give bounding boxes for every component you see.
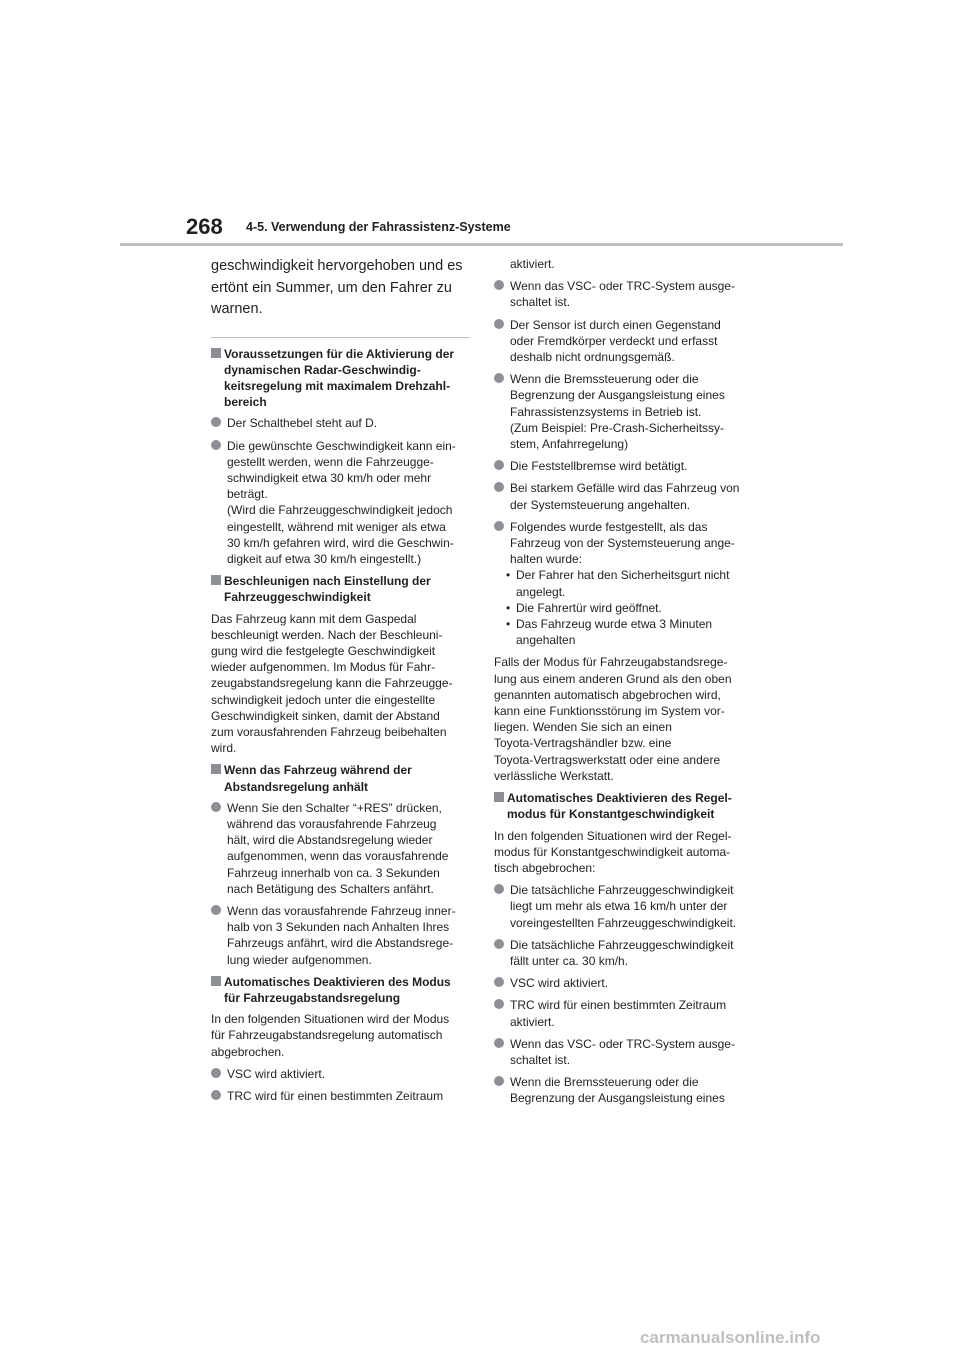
section-heading: [211, 573, 470, 605]
square-bullet-icon: [211, 575, 221, 585]
list-item: [494, 519, 752, 568]
round-bullet-icon: [494, 521, 504, 531]
list-item: [211, 903, 470, 968]
round-bullet-icon: [211, 1090, 221, 1100]
round-bullet-icon: [494, 280, 504, 290]
sub-list-item-text: Das Fahrzeug wurde etwa 3 Minuten angehalten: [516, 617, 713, 648]
section-divider: [211, 337, 470, 338]
list-item-text: Der Schalthebel steht auf D.: [227, 416, 378, 431]
page-number: 268: [186, 214, 223, 239]
section-heading: [211, 762, 470, 794]
round-bullet-icon: [211, 1068, 221, 1078]
round-bullet-icon: [494, 884, 504, 894]
heading-text: Wenn das Fahrzeug während der Abstandsregelung anhält: [224, 763, 412, 794]
heading-text: Voraussetzungen für die Aktivierung der dynamischen Radar-Geschwindig-keitsregelung mit maximalem Drehzahl-bereich: [224, 346, 455, 410]
sub-list-item-text: Die Fahrertür wird geöffnet.: [516, 600, 662, 615]
list-item-text: Die tatsächliche Fahrzeuggeschwindigkeit fällt unter ca. 30 km/h.: [510, 937, 734, 968]
list-item: [494, 480, 752, 512]
list-item-text: VSC wird aktiviert.: [510, 976, 609, 991]
list-item-text: Der Sensor ist durch einen Gegenstand oder Fremdkörper verdeckt und erfasst deshalb nicht ordnungsgemäß.: [510, 317, 721, 365]
list-item-text: Bei starkem Gefälle wird das Fahrzeug von der Systemsteuerung angehalten.: [510, 481, 740, 512]
list-item-text: Die tatsächliche Fahrzeuggeschwindigkeit liegt um mehr als etwa 16 km/h unter der voreingestellten Fahrzeuggeschwindigkeit.: [510, 883, 737, 930]
sub-bullet-marker: •: [506, 617, 511, 632]
round-bullet-icon: [494, 319, 504, 329]
list-item-text: Wenn Sie den Schalter “+RES” drücken, während das vorausfahrende Fahrzeug hält, wird die Abstandsregelung wieder aufgenommen, wenn das vorausfahrende Fahrzeug innerhalb von ca. 3 Sekunden nach Betätigung des Schalters anfährt.: [227, 800, 449, 896]
list-item-text: Wenn die Bremssteuerung oder die Begrenzung der Ausgangsleistung eines Fahrassistenzsystems in Betrieb ist. (Zum Beispiel: Pre-Crash-Sicherheitssy- stem, Anfahrregelung): [510, 372, 725, 452]
section-title: 4-5. Verwendung der Fahrassistenz-Systeme: [246, 220, 511, 234]
round-bullet-icon: [211, 440, 221, 450]
list-item: [494, 317, 752, 366]
round-bullet-icon: [494, 999, 504, 1009]
list-item-text: TRC wird für einen bestimmten Zeitraum aktiviert.: [510, 998, 727, 1029]
list-item: [494, 975, 752, 991]
list-item-text: Wenn das vorausfahrende Fahrzeug inner- halb von 3 Sekunden nach Anhalten Ihres Fahrzeugs anfährt, wird die Abstandsrege- lung wieder aufgenommen.: [227, 904, 456, 967]
heading-text: Automatisches Deaktivieren des Modus für Fahrzeugabstandsregelung: [224, 974, 451, 1006]
square-bullet-icon: [211, 764, 221, 774]
section-heading: [211, 346, 470, 411]
list-item: [494, 937, 752, 969]
heading-text: Beschleunigen nach Einstellung der Fahrzeuggeschwindigkeit: [224, 574, 431, 605]
round-bullet-icon: [211, 417, 221, 427]
list-item: [494, 997, 752, 1029]
list-item-text: Die Feststellbremse wird betätigt.: [510, 459, 688, 474]
list-item: [211, 800, 470, 897]
list-item-text: Wenn das VSC- oder TRC-System ausge- schaltet ist.: [510, 1036, 735, 1067]
header-rule: [120, 243, 843, 246]
sub-list-item-text: Der Fahrer hat den Sicherheitsgurt nicht angelegt.: [516, 568, 730, 599]
list-item: [211, 415, 470, 431]
list-item: [211, 1066, 470, 1082]
section-heading: [211, 974, 470, 1006]
round-bullet-icon: [494, 460, 504, 470]
sub-list-item: [506, 567, 752, 599]
square-bullet-icon: [211, 348, 221, 358]
round-bullet-icon: [211, 802, 221, 812]
list-item-text: Wenn das VSC- oder TRC-System ausge- schaltet ist.: [510, 279, 735, 310]
round-bullet-icon: [494, 939, 504, 949]
list-item-text: Wenn die Bremssteuerung oder die Begrenzung der Ausgangsleistung eines: [510, 1075, 725, 1106]
round-bullet-icon: [494, 373, 504, 383]
list-item: [494, 882, 752, 931]
sub-list-item: [506, 600, 752, 616]
continuation-text: geschwindigkeit hervorgehoben und es ertönt ein Summer, um den Fahrer zu warnen.: [211, 258, 463, 317]
list-item-text: Die gewünschte Geschwindigkeit kann ein- gestellt werden, wenn die Fahrzeugge- schwindigkeit etwa 30 km/h oder mehr beträgt. (Wird die Fahrzeuggeschwindigkeit jedoch eingestellt, während mit weniger als etwa 30 km/h gefahren wird, wird die Geschwin- digkeit auf etwa 30 km/h eingestellt.): [227, 438, 456, 566]
section-heading: [494, 790, 752, 822]
list-item: [494, 278, 752, 310]
list-item: [494, 1036, 752, 1068]
left-column: [211, 256, 470, 1110]
list-item: [494, 1074, 752, 1106]
list-item-text: TRC wird für einen bestimmten Zeitraum: [227, 1089, 444, 1104]
round-bullet-icon: [494, 1076, 504, 1086]
right-column: [494, 256, 752, 1113]
sub-list-item: [506, 616, 752, 648]
sub-bullet-marker: •: [506, 568, 511, 583]
round-bullet-icon: [494, 1038, 504, 1048]
square-bullet-icon: [211, 976, 221, 986]
site-watermark: carmanualsonline.info: [640, 1328, 821, 1347]
square-bullet-icon: [494, 792, 504, 802]
paragraph: In den folgenden Situationen wird der Modus für Fahrzeugabstandsregelung automatisch abgebrochen.: [211, 1012, 450, 1059]
sub-bullet-marker: •: [506, 600, 511, 615]
round-bullet-icon: [211, 905, 221, 915]
round-bullet-icon: [494, 482, 504, 492]
list-item-text: Folgendes wurde festgestellt, als das Fahrzeug von der Systemsteuerung ange- halten wurde:: [510, 519, 735, 567]
round-bullet-icon: [494, 977, 504, 987]
paragraph: Das Fahrzeug kann mit dem Gaspedal beschleunigt werden. Nach der Beschleuni- gung wird die festgelegte Geschwindigkeit wieder aufgenommen. Im Modus für Fahr- zeugabstandsregelung kann die Fahrzeugge- schwindigkeit jedoch unter die eingestellte Geschwindigkeit sinken, damit der Abstand zum vorausfahrenden Fahrzeug beibehalten wird.: [211, 611, 453, 756]
paragraph: In den folgenden Situationen wird der Regel- modus für Konstantgeschwindigkeit automa- tisch abgebrochen:: [494, 828, 732, 875]
paragraph: Falls der Modus für Fahrzeugabstandsrege- lung aus einem anderen Grund als den oben genannten automatisch abgebrochen wird, kann eine Funktionsstörung im System vor- liegen. Wenden Sie sich an einen Toyota-Vertragshändler bzw. eine Toyota-Vertragswerkstatt oder eine andere verlässliche Werkstatt.: [494, 655, 732, 783]
continuation-text: aktiviert.: [510, 257, 555, 271]
list-item: [211, 438, 470, 568]
list-item: [494, 371, 752, 452]
list-item: [211, 1088, 470, 1104]
heading-text: Automatisches Deaktivieren des Regel-modus für Konstantgeschwindigkeit: [507, 791, 732, 822]
list-item: [494, 458, 752, 474]
list-item-text: VSC wird aktiviert.: [227, 1066, 326, 1081]
